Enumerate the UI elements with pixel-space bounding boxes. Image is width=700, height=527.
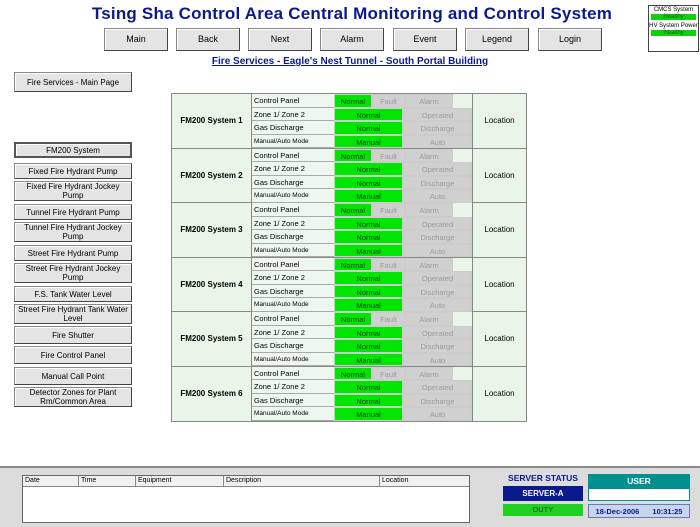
state-manual-indicator: Manual [334, 407, 403, 421]
status-row-mode [252, 244, 472, 258]
state-discharge-indicator: Discharge [403, 394, 472, 408]
state-manual-indicator: Manual [334, 244, 403, 258]
system-name[interactable]: FM200 System 3 [172, 203, 252, 257]
status-row-control-panel [252, 149, 472, 163]
col-description[interactable]: Description [224, 476, 380, 486]
state-normal-indicator: Normal [334, 94, 372, 108]
sidebar-item-street-fire-hydrant-jockey-pump[interactable]: Street Fire Hydrant Jockey Pump [14, 263, 132, 283]
current-time: 10:31:25 [652, 506, 683, 516]
event-button[interactable]: Event [393, 28, 457, 51]
status-row-zone [252, 326, 472, 340]
status-row-control-panel [252, 367, 472, 381]
row-label: Manual/Auto Mode [252, 353, 334, 367]
fm200-system-block [172, 203, 526, 258]
state-discharge-indicator: Discharge [403, 339, 472, 353]
state-normal-indicator: Normal [334, 258, 372, 272]
back-button[interactable]: Back [176, 28, 240, 51]
location-button[interactable]: Location [472, 94, 526, 148]
state-manual-indicator: Manual [334, 353, 403, 367]
state-normal-indicator: Normal [334, 108, 403, 122]
state-discharge-indicator: Discharge [403, 176, 472, 190]
legend-button[interactable]: Legend [465, 28, 529, 51]
row-label: Manual/Auto Mode [252, 135, 334, 149]
row-label: Zone 1/ Zone 2 [252, 271, 334, 285]
location-button[interactable]: Location [472, 149, 526, 203]
state-alarm-indicator: Alarm [405, 94, 453, 108]
event-log-list[interactable] [22, 475, 470, 523]
status-row-mode [252, 407, 472, 421]
state-normal-indicator: Normal [334, 230, 403, 244]
sidebar-item-fixed-fire-hydrant-jockey-pump[interactable]: Fixed Fire Hydrant Jockey Pump [14, 181, 132, 201]
state-normal-indicator: Normal [334, 326, 403, 340]
state-normal-indicator: Normal [334, 176, 403, 190]
location-button[interactable]: Location [472, 203, 526, 257]
state-operated-indicator: Operated [403, 271, 472, 285]
row-label: Zone 1/ Zone 2 [252, 108, 334, 122]
state-fault-indicator: Fault [372, 312, 405, 326]
col-time[interactable]: Time [79, 476, 136, 486]
row-label: Gas Discharge [252, 394, 334, 408]
state-normal-indicator: Normal [334, 203, 372, 217]
state-operated-indicator: Operated [403, 380, 472, 394]
location-button[interactable]: Location [472, 258, 526, 312]
fm200-system-block [172, 94, 526, 149]
row-label: Manual/Auto Mode [252, 189, 334, 203]
state-auto-indicator: Auto [403, 298, 472, 312]
server-duty-badge: DUTY [503, 504, 583, 516]
main-button[interactable]: Main [104, 28, 168, 51]
sidebar-item-street-fire-hydrant-pump[interactable]: Street Fire Hydrant Pump [14, 245, 132, 261]
state-auto-indicator: Auto [403, 353, 472, 367]
state-auto-indicator: Auto [403, 407, 472, 421]
system-status-panel [648, 5, 699, 52]
row-label: Zone 1/ Zone 2 [252, 380, 334, 394]
status-row-mode [252, 135, 472, 149]
state-normal-indicator: Normal [334, 217, 403, 231]
status-row-zone [252, 380, 472, 394]
page-subtitle[interactable]: Fire Services - Eagle's Nest Tunnel - South Portal Building [211, 56, 489, 67]
status-row-control-panel [252, 312, 472, 326]
system-name[interactable]: FM200 System 5 [172, 312, 252, 366]
location-button[interactable]: Location [472, 312, 526, 366]
row-label: Control Panel [252, 203, 334, 217]
hv-status: Healthy [651, 30, 696, 36]
sidebar-item-fixed-fire-hydrant-pump[interactable]: Fixed Fire Hydrant Pump [14, 163, 132, 179]
row-label: Manual/Auto Mode [252, 244, 334, 258]
sidebar-item-manual-call-point[interactable]: Manual Call Point [14, 367, 132, 385]
fm200-system-block [172, 312, 526, 367]
row-label: Control Panel [252, 258, 334, 272]
sidebar-item-fire-control-panel[interactable]: Fire Control Panel [14, 346, 132, 364]
next-button[interactable]: Next [248, 28, 312, 51]
system-name[interactable]: FM200 System 4 [172, 258, 252, 312]
state-alarm-indicator: Alarm [405, 203, 453, 217]
event-log-header [23, 476, 469, 487]
row-label: Manual/Auto Mode [252, 298, 334, 312]
state-alarm-indicator: Alarm [405, 367, 453, 381]
state-discharge-indicator: Discharge [403, 285, 472, 299]
status-row-control-panel [252, 203, 472, 217]
row-label: Zone 1/ Zone 2 [252, 162, 334, 176]
system-name[interactable]: FM200 System 1 [172, 94, 252, 148]
state-manual-indicator: Manual [334, 189, 403, 203]
state-normal-indicator: Normal [334, 394, 403, 408]
state-normal-indicator: Normal [334, 339, 403, 353]
status-row-gas [252, 285, 472, 299]
state-discharge-indicator: Discharge [403, 121, 472, 135]
sidebar-item-fm200-system[interactable]: FM200 System [14, 142, 132, 158]
cmcs-status: Healthy [651, 14, 696, 20]
state-operated-indicator: Operated [403, 217, 472, 231]
row-label: Gas Discharge [252, 230, 334, 244]
user-label: USER [588, 474, 690, 488]
row-label: Control Panel [252, 312, 334, 326]
state-alarm-indicator: Alarm [405, 149, 453, 163]
state-fault-indicator: Fault [372, 258, 405, 272]
state-normal-indicator: Normal [334, 285, 403, 299]
cmcs-label: CMCS System [653, 7, 694, 13]
status-row-zone [252, 162, 472, 176]
state-manual-indicator: Manual [334, 135, 403, 149]
status-row-control-panel [252, 94, 472, 108]
login-button[interactable]: Login [538, 28, 602, 51]
state-fault-indicator: Fault [372, 149, 405, 163]
row-label: Control Panel [252, 149, 334, 163]
status-row-gas [252, 176, 472, 190]
state-normal-indicator: Normal [334, 162, 403, 176]
sidebar-item-detector-zones[interactable]: Detector Zones for Plant Rm/Common Area [14, 387, 132, 407]
state-operated-indicator: Operated [403, 162, 472, 176]
row-label: Control Panel [252, 94, 334, 108]
status-row-mode [252, 189, 472, 203]
state-normal-indicator: Normal [334, 380, 403, 394]
state-alarm-indicator: Alarm [405, 258, 453, 272]
status-row-gas [252, 339, 472, 353]
row-label: Gas Discharge [252, 121, 334, 135]
sidebar-item-tunnel-fire-hydrant-jockey-pump[interactable]: Tunnel Fire Hydrant Jockey Pump [14, 222, 132, 242]
fire-services-main-page-button[interactable]: Fire Services - Main Page [14, 72, 132, 92]
state-fault-indicator: Fault [372, 367, 405, 381]
row-label: Zone 1/ Zone 2 [252, 217, 334, 231]
row-label: Manual/Auto Mode [252, 407, 334, 421]
status-row-gas [252, 230, 472, 244]
state-normal-indicator: Normal [334, 149, 372, 163]
state-fault-indicator: Fault [372, 203, 405, 217]
sidebar-item-fire-shutter[interactable]: Fire Shutter [14, 326, 132, 344]
hv-label: HV System Power [649, 23, 698, 29]
state-normal-indicator: Normal [334, 367, 372, 381]
state-alarm-indicator: Alarm [405, 312, 453, 326]
server-name: SERVER-A [503, 486, 583, 501]
status-row-zone [252, 271, 472, 285]
row-label: Control Panel [252, 367, 334, 381]
sidebar-item-tunnel-fire-hydrant-pump[interactable]: Tunnel Fire Hydrant Pump [14, 204, 132, 220]
fm200-system-block [172, 367, 526, 422]
date-time-display [588, 504, 690, 518]
row-label: Zone 1/ Zone 2 [252, 326, 334, 340]
state-normal-indicator: Normal [334, 271, 403, 285]
fm200-system-block [172, 258, 526, 313]
status-row-mode [252, 353, 472, 367]
state-normal-indicator: Normal [334, 121, 403, 135]
page-title: Tsing Sha Control Area Central Monitoring and Control System [91, 4, 613, 23]
status-row-mode [252, 298, 472, 312]
row-label: Gas Discharge [252, 176, 334, 190]
col-date[interactable]: Date [23, 476, 79, 486]
system-name[interactable]: FM200 System 2 [172, 149, 252, 203]
row-label: Gas Discharge [252, 339, 334, 353]
col-location[interactable]: Location [382, 477, 409, 484]
state-fault-indicator: Fault [372, 94, 405, 108]
state-normal-indicator: Normal [334, 312, 372, 326]
status-row-gas [252, 121, 472, 135]
status-row-zone [252, 217, 472, 231]
server-status-title: SERVER STATUS [508, 473, 578, 483]
col-equipment[interactable]: Equipment [136, 476, 224, 486]
state-operated-indicator: Operated [403, 326, 472, 340]
fm200-systems-grid [171, 93, 527, 422]
status-row-zone [252, 108, 472, 122]
fm200-system-block [172, 149, 526, 204]
state-auto-indicator: Auto [403, 189, 472, 203]
sidebar-item-street-fire-hydrant-tank-water-level[interactable]: Street Fire Hydrant Tank Water Level [14, 304, 132, 324]
current-date: 18-Dec-2006 [595, 506, 640, 516]
state-manual-indicator: Manual [334, 298, 403, 312]
location-button[interactable]: Location [472, 367, 526, 422]
alarm-button[interactable]: Alarm [320, 28, 384, 51]
system-name[interactable]: FM200 System 6 [172, 367, 252, 422]
row-label: Gas Discharge [252, 285, 334, 299]
state-auto-indicator: Auto [403, 135, 472, 149]
status-row-control-panel [252, 258, 472, 272]
state-operated-indicator: Operated [403, 108, 472, 122]
status-row-gas [252, 394, 472, 408]
sidebar-item-fs-tank-water-level[interactable]: F.S. Tank Water Level [14, 286, 132, 302]
user-field [588, 488, 690, 501]
state-discharge-indicator: Discharge [403, 230, 472, 244]
state-auto-indicator: Auto [403, 244, 472, 258]
